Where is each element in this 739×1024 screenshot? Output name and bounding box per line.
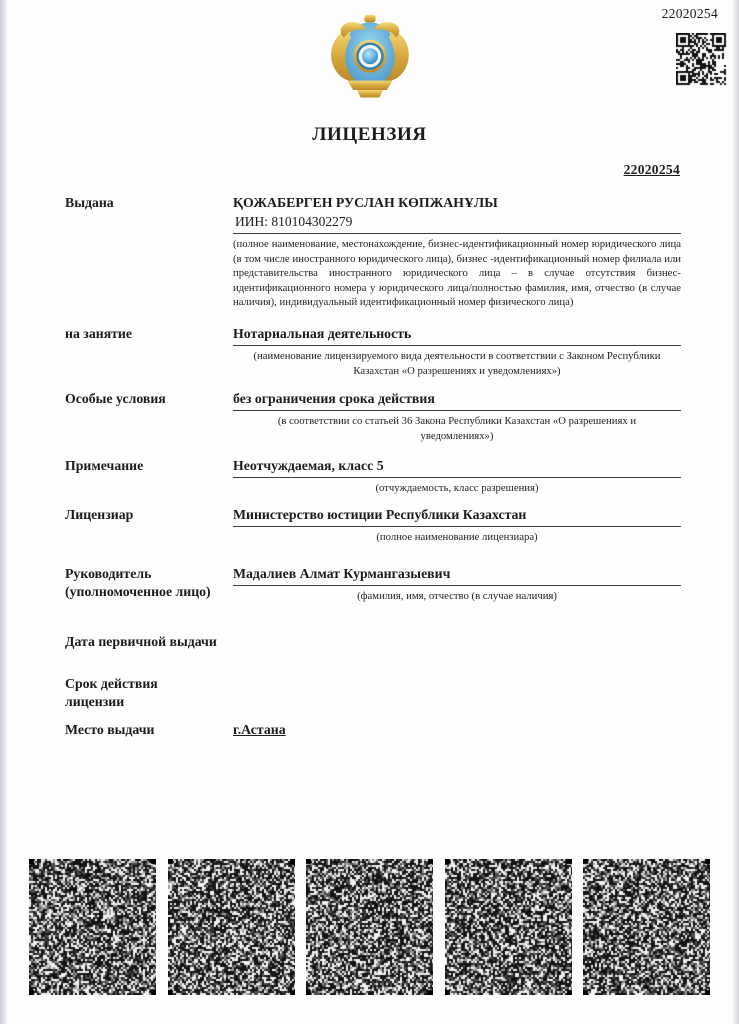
head-note: (фамилия, имя, отчество (в случае наличия) <box>357 589 557 602</box>
issued-to-iin: ИИН: 810104302279 <box>235 214 353 229</box>
licensor-label: Лицензиар <box>65 506 134 522</box>
head-block <box>233 564 681 604</box>
activity-note: (наименование лицензируемого вида деятельности в соответствии с Законом Республики Казахстан «О разрешениях и уведомлениях») <box>253 349 661 377</box>
issued-to-block <box>233 193 681 310</box>
barcode-block-icon <box>168 859 295 995</box>
barcode-block-icon <box>306 859 433 995</box>
fields-list <box>0 193 739 739</box>
licensor-block <box>233 505 681 545</box>
special-conditions-label: Особые условия <box>65 391 166 407</box>
issued-to-note: (полное наименование, местонахождение, бизнес-идентификационный номер юридического лица (в том числе иностранного юридического лица), бизнес -идентификационный номер филиала или представительства иностранного юридического лица – в случае отсутствия бизнес-идентификационного номера у юридического лица/полностью фамилия, имя, отчество (в случае наличия), индивидуальный идентификационный номер физического лица) <box>233 238 681 309</box>
field-issue-place <box>65 720 681 739</box>
document-header <box>0 0 739 193</box>
activity-value: Нотариальная деятельность <box>233 325 412 341</box>
field-remark <box>65 456 681 496</box>
remark-block <box>233 456 681 496</box>
field-first-issue-date <box>65 632 681 651</box>
field-issued-to <box>65 193 681 310</box>
special-conditions-note: (в соответствии со статьей 36 Закона Республики Казахстан «О разрешениях и уведомлениях») <box>277 415 637 442</box>
first-issue-date-block <box>233 632 681 651</box>
issue-place-label: Место выдачи <box>65 722 155 738</box>
head-value: Мадалиев Алмат Курмангазыевич <box>233 565 451 581</box>
field-head <box>65 564 681 604</box>
barcode-block-icon <box>445 859 572 995</box>
signature-barcode-strip <box>29 859 710 995</box>
issue-place-value: г.Астана <box>233 722 286 738</box>
qr-code-icon <box>676 33 727 86</box>
barcode-block-icon <box>583 859 710 995</box>
field-special-conditions <box>65 389 681 443</box>
remark-label: Примечание <box>65 458 144 474</box>
barcode-block-icon <box>29 859 156 995</box>
kazakhstan-emblem-icon <box>323 13 417 105</box>
field-activity <box>65 324 681 378</box>
license-number-top: 22020254 <box>661 6 718 21</box>
head-label: Руководитель (уполномоченное лицо) <box>65 565 211 599</box>
field-licensor <box>65 505 681 545</box>
activity-label: на занятие <box>65 325 133 341</box>
document-title: ЛИЦЕНЗИЯ <box>312 124 427 145</box>
special-conditions-value: без ограничения срока действия <box>233 391 435 407</box>
field-validity <box>65 674 681 711</box>
validity-block <box>233 674 681 711</box>
activity-block <box>233 324 681 378</box>
special-conditions-block <box>233 389 681 443</box>
issued-to-label: Выдана <box>65 195 114 210</box>
remark-note: (отчуждаемость, класс разрешения) <box>375 482 539 495</box>
remark-value: Неотчуждаемая, класс 5 <box>233 458 384 474</box>
issue-place-block <box>233 720 681 739</box>
licensor-note: (полное наименование лицензиара) <box>376 530 538 543</box>
license-number: 22020254 <box>623 162 680 177</box>
licensor-value: Министерство юстиции Республики Казахстан <box>233 506 527 522</box>
first-issue-date-label: Дата первичной выдачи <box>65 634 217 650</box>
issued-to-value: ҚОЖАБЕРГЕН РУСЛАН КӨПЖАНҰЛЫ <box>233 195 498 210</box>
validity-label: Срок действия лицензии <box>65 676 158 710</box>
